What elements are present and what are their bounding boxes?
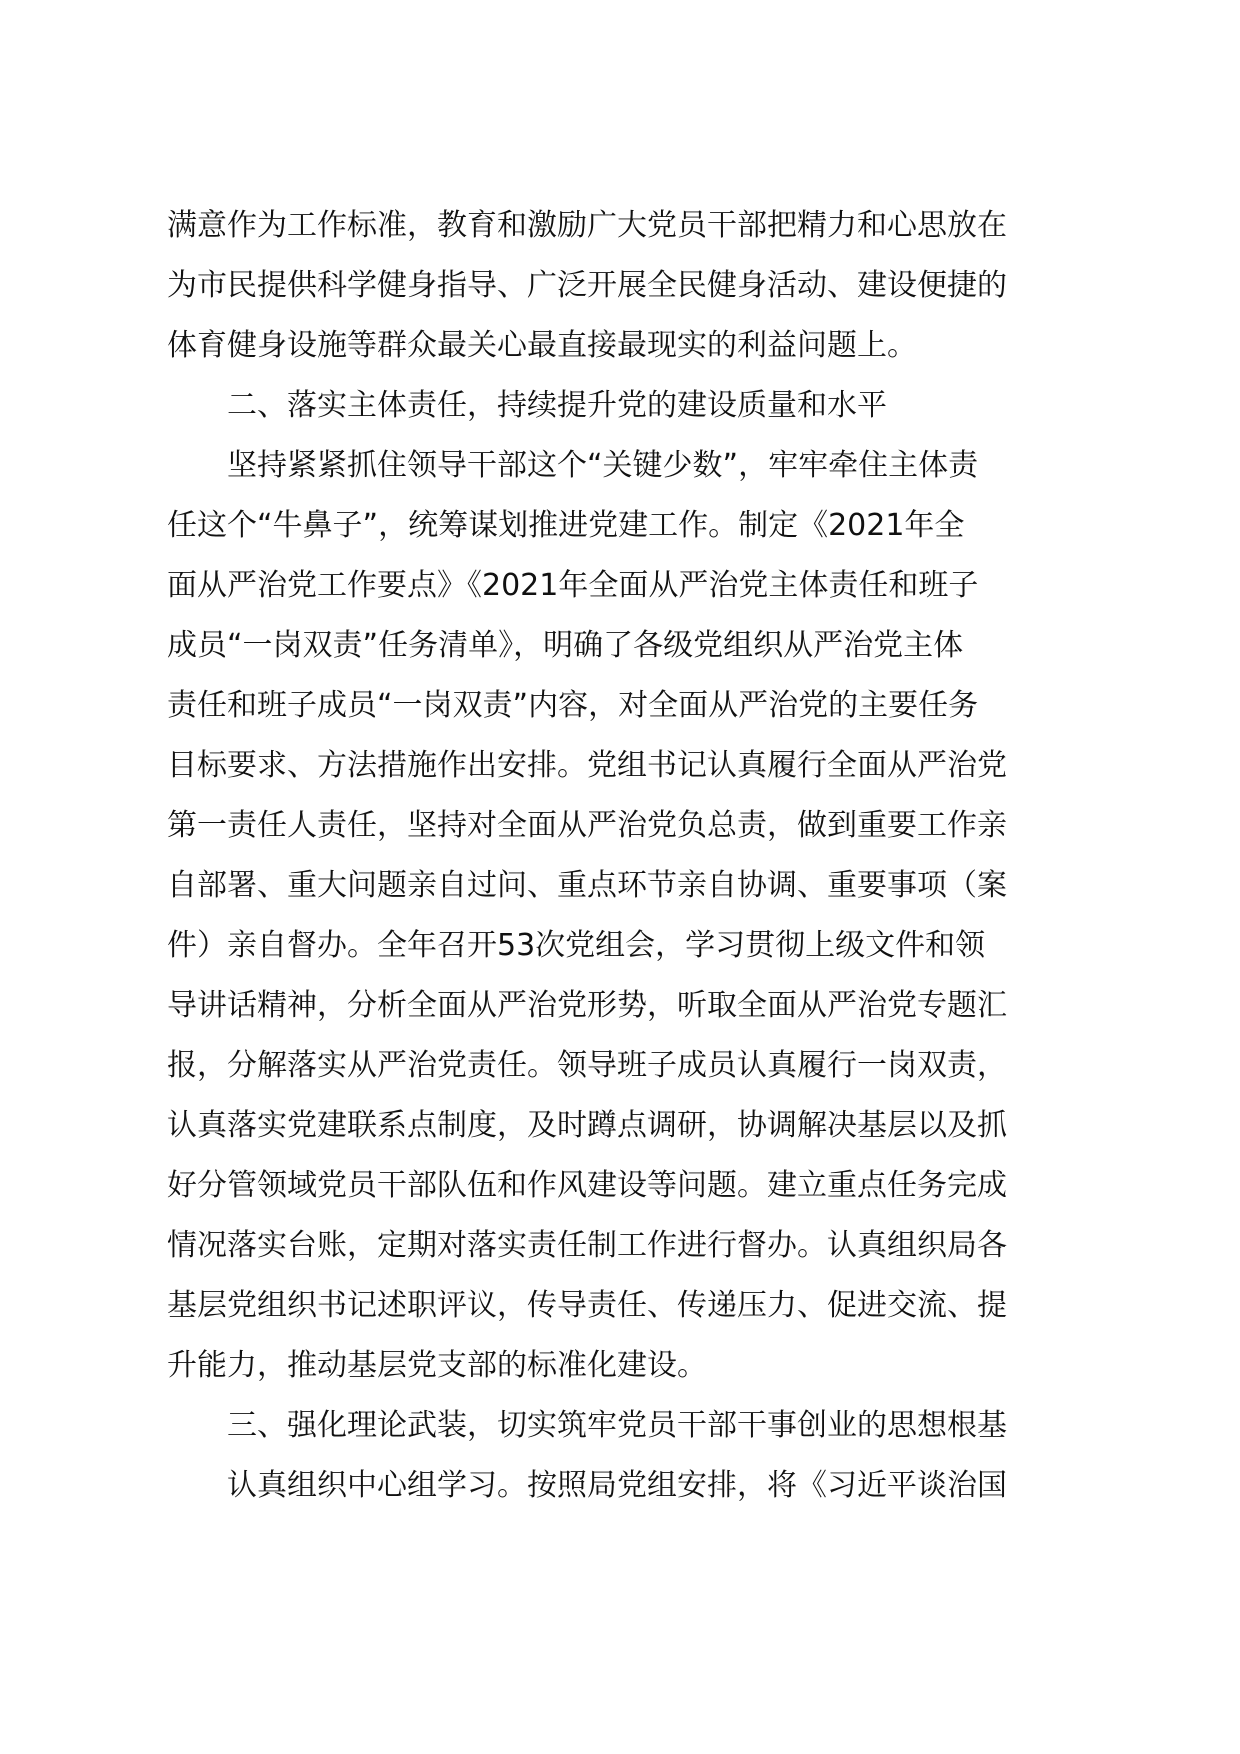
paragraph-line-17: 认真组织中心组学习。按照局党组安排，将《习近平谈治国 — [227, 1468, 1007, 1503]
paragraph-line-16: 升能力，推动基层党支部的标准化建设。 — [167, 1348, 707, 1383]
paragraph-line-11: 报，分解落实从严治党责任。领导班子成员认真履行一岗双责， — [167, 1048, 1007, 1083]
paragraph-line-2: 任这个“牛鼻子”，统筹谋划推进党建工作。制定《2021年全 — [167, 508, 965, 543]
body-line-2: 为市民提供科学健身指导、广泛开展全民健身活动、建设便捷的 — [167, 268, 1007, 303]
paragraph-line-3: 面从严治党工作要点》《2021年全面从严治党主体责任和班子 — [167, 568, 979, 603]
section-heading-3: 三、强化理论武装，切实筑牢党员干部干事创业的思想根基 — [227, 1408, 1007, 1443]
body-line-3: 体育健身设施等群众最关心最直接最现实的利益问题上。 — [167, 328, 917, 363]
body-line-1: 满意作为工作标准，教育和激励广大党员干部把精力和心思放在 — [167, 208, 1007, 243]
paragraph-line-12: 认真落实党建联系点制度，及时蹲点调研，协调解决基层以及抓 — [167, 1108, 1007, 1143]
paragraph-line-14: 情况落实台账，定期对落实责任制工作进行督办。认真组织局各 — [167, 1228, 1007, 1263]
paragraph-line-8: 自部署、重大问题亲自过问、重点环节亲自协调、重要事项（案 — [167, 868, 1007, 903]
paragraph-line-6: 目标要求、方法措施作出安排。党组书记认真履行全面从严治党 — [167, 748, 1007, 783]
paragraph-line-10: 导讲话精神，分析全面从严治党形势，听取全面从严治党专题汇 — [167, 988, 1007, 1023]
paragraph-line-4: 成员“一岗双责”任务清单》，明确了各级党组织从严治党主体 — [167, 628, 964, 663]
paragraph-line-7: 第一责任人责任，坚持对全面从严治党负总责，做到重要工作亲 — [167, 808, 1007, 843]
paragraph-line-15: 基层党组织书记述职评议，传导责任、传递压力、促进交流、提 — [167, 1288, 1007, 1323]
paragraph-line-5: 责任和班子成员“一岗双责”内容，对全面从严治党的主要任务 — [167, 688, 979, 723]
paragraph-line-13: 好分管领域党员干部队伍和作风建设等问题。建立重点任务完成 — [167, 1168, 1007, 1203]
paragraph-line-1: 坚持紧紧抓住领导干部这个“关键少数”，牢牢牵住主体责 — [227, 448, 979, 483]
section-heading-2: 二、落实主体责任，持续提升党的建设质量和水平 — [227, 388, 887, 423]
paragraph-line-9: 件）亲自督办。全年召开53次党组会，学习贯彻上级文件和领 — [167, 928, 986, 963]
